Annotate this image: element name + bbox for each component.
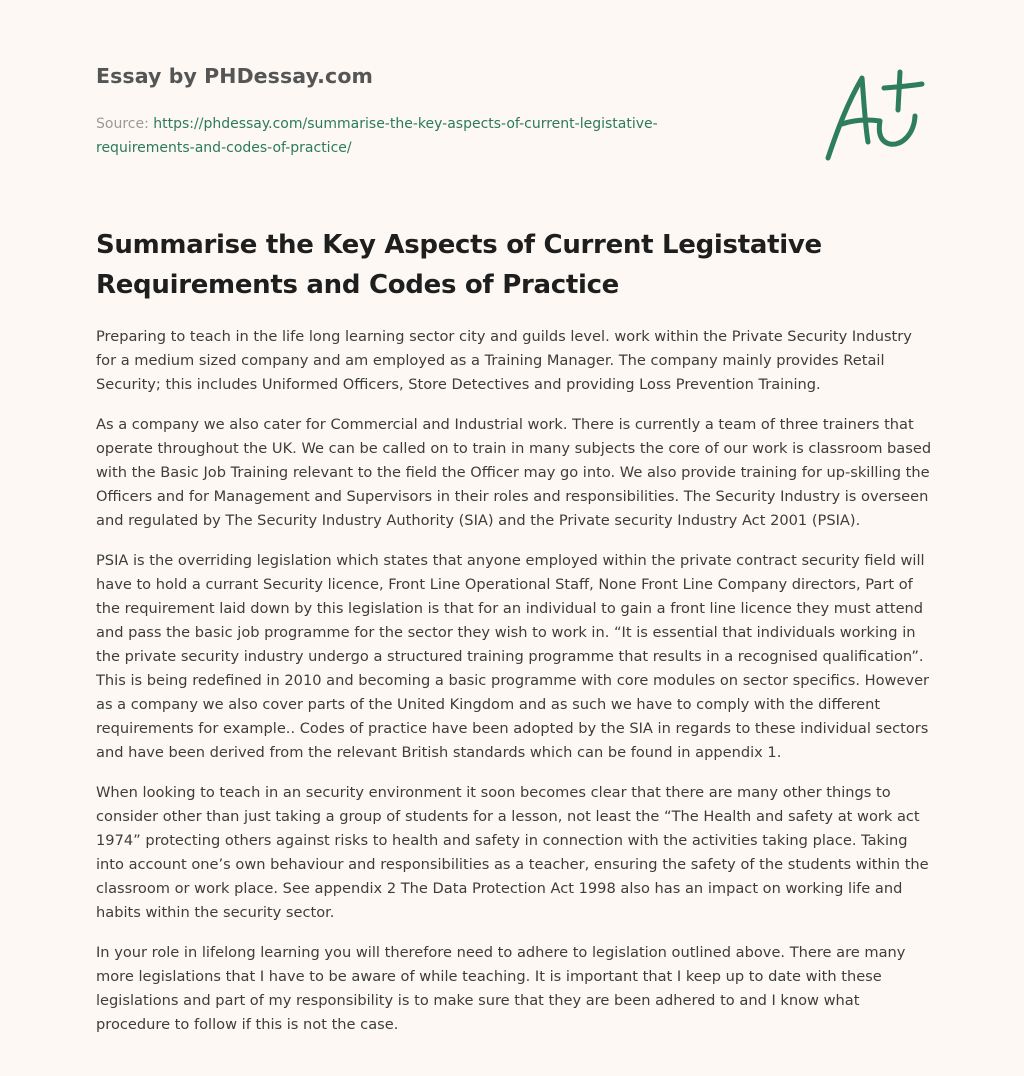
source-line <box>96 112 736 160</box>
essay-paragraph: When looking to teach in an security environment it soon becomes clear that there are many other things to consider other than just taking a group of students for a lesson, not least the “The Health and safety at work act 1974” protecting others against risks to health and safety in connection with the activities taking place. Taking into account one’s own behaviour and responsibilities as a teacher, ensuring the safety of the students within the classroom or work place. See appendix 2 The Data Protection Act 1998 also has an impact on working life and habits within the security sector. <box>96 784 929 921</box>
source-link[interactable]: https://phdessay.com/summarise-the-key-aspects-of-current-legistative-requirements-and-codes-of-practice/ <box>96 116 658 156</box>
essay-paragraph: Preparing to teach in the life long learning sector city and guilds level. work within the Private Security Industry for a medium sized company and am employed as a Training Manager. The company mainly provides Retail Security; this includes Uniformed Officers, Store Detectives and providing Loss Prevention Training. <box>96 328 912 393</box>
source-label: Source: <box>96 116 154 132</box>
essay-paragraph: In your role in lifelong learning you will therefore need to adhere to legislation outlined above. There are many more legislations that I have to be aware of while teaching. It is important that I keep up to date with these legislations and part of my responsibility is to make sure that they are been adhered to and I know what procedure to follow if this is not the case. <box>96 944 906 1033</box>
essay-title: Summarise the Key Aspects of Current Legistative Requirements and Codes of Practice <box>96 230 822 300</box>
site-title: Essay by PHDessay.com <box>96 64 373 88</box>
essay-body <box>96 325 932 1053</box>
a-plus-logo-icon <box>818 66 930 166</box>
essay-paragraph: PSIA is the overriding legislation which states that anyone employed within the private contract security field will have to hold a currant Security licence, Front Line Operational Staff, None Front Line Company directors, Part of the requirement laid down by this legislation is that for an individual to gain a front line licence they must attend and pass the basic job programme for the sector they wish to work in. “It is essential that individuals working in the private security industry undergo a structured training programme that results in a recognised qualification”. This is being redefined in 2010 and becoming a basic programme with core modules on sector specifics. However as a company we also cover parts of the United Kingdom and as such we have to comply with the different requirements for example.. Codes of practice have been adopted by the SIA in regards to these individual sectors and have been derived from the relevant British standards which can be found in appendix 1. <box>96 552 930 761</box>
essay-paragraph: As a company we also cater for Commercial and Industrial work. There is currently a team of three trainers that operate throughout the UK. We can be called on to train in many subjects the core of our work is classroom based with the Basic Job Training relevant to the field the Officer may go into. We also provide training for up-skilling the Officers and for Management and Supervisors in their roles and responsibilities. The Security Industry is overseen and regulated by The Security Industry Authority (SIA) and the Private security Industry Act 2001 (PSIA). <box>96 416 932 529</box>
